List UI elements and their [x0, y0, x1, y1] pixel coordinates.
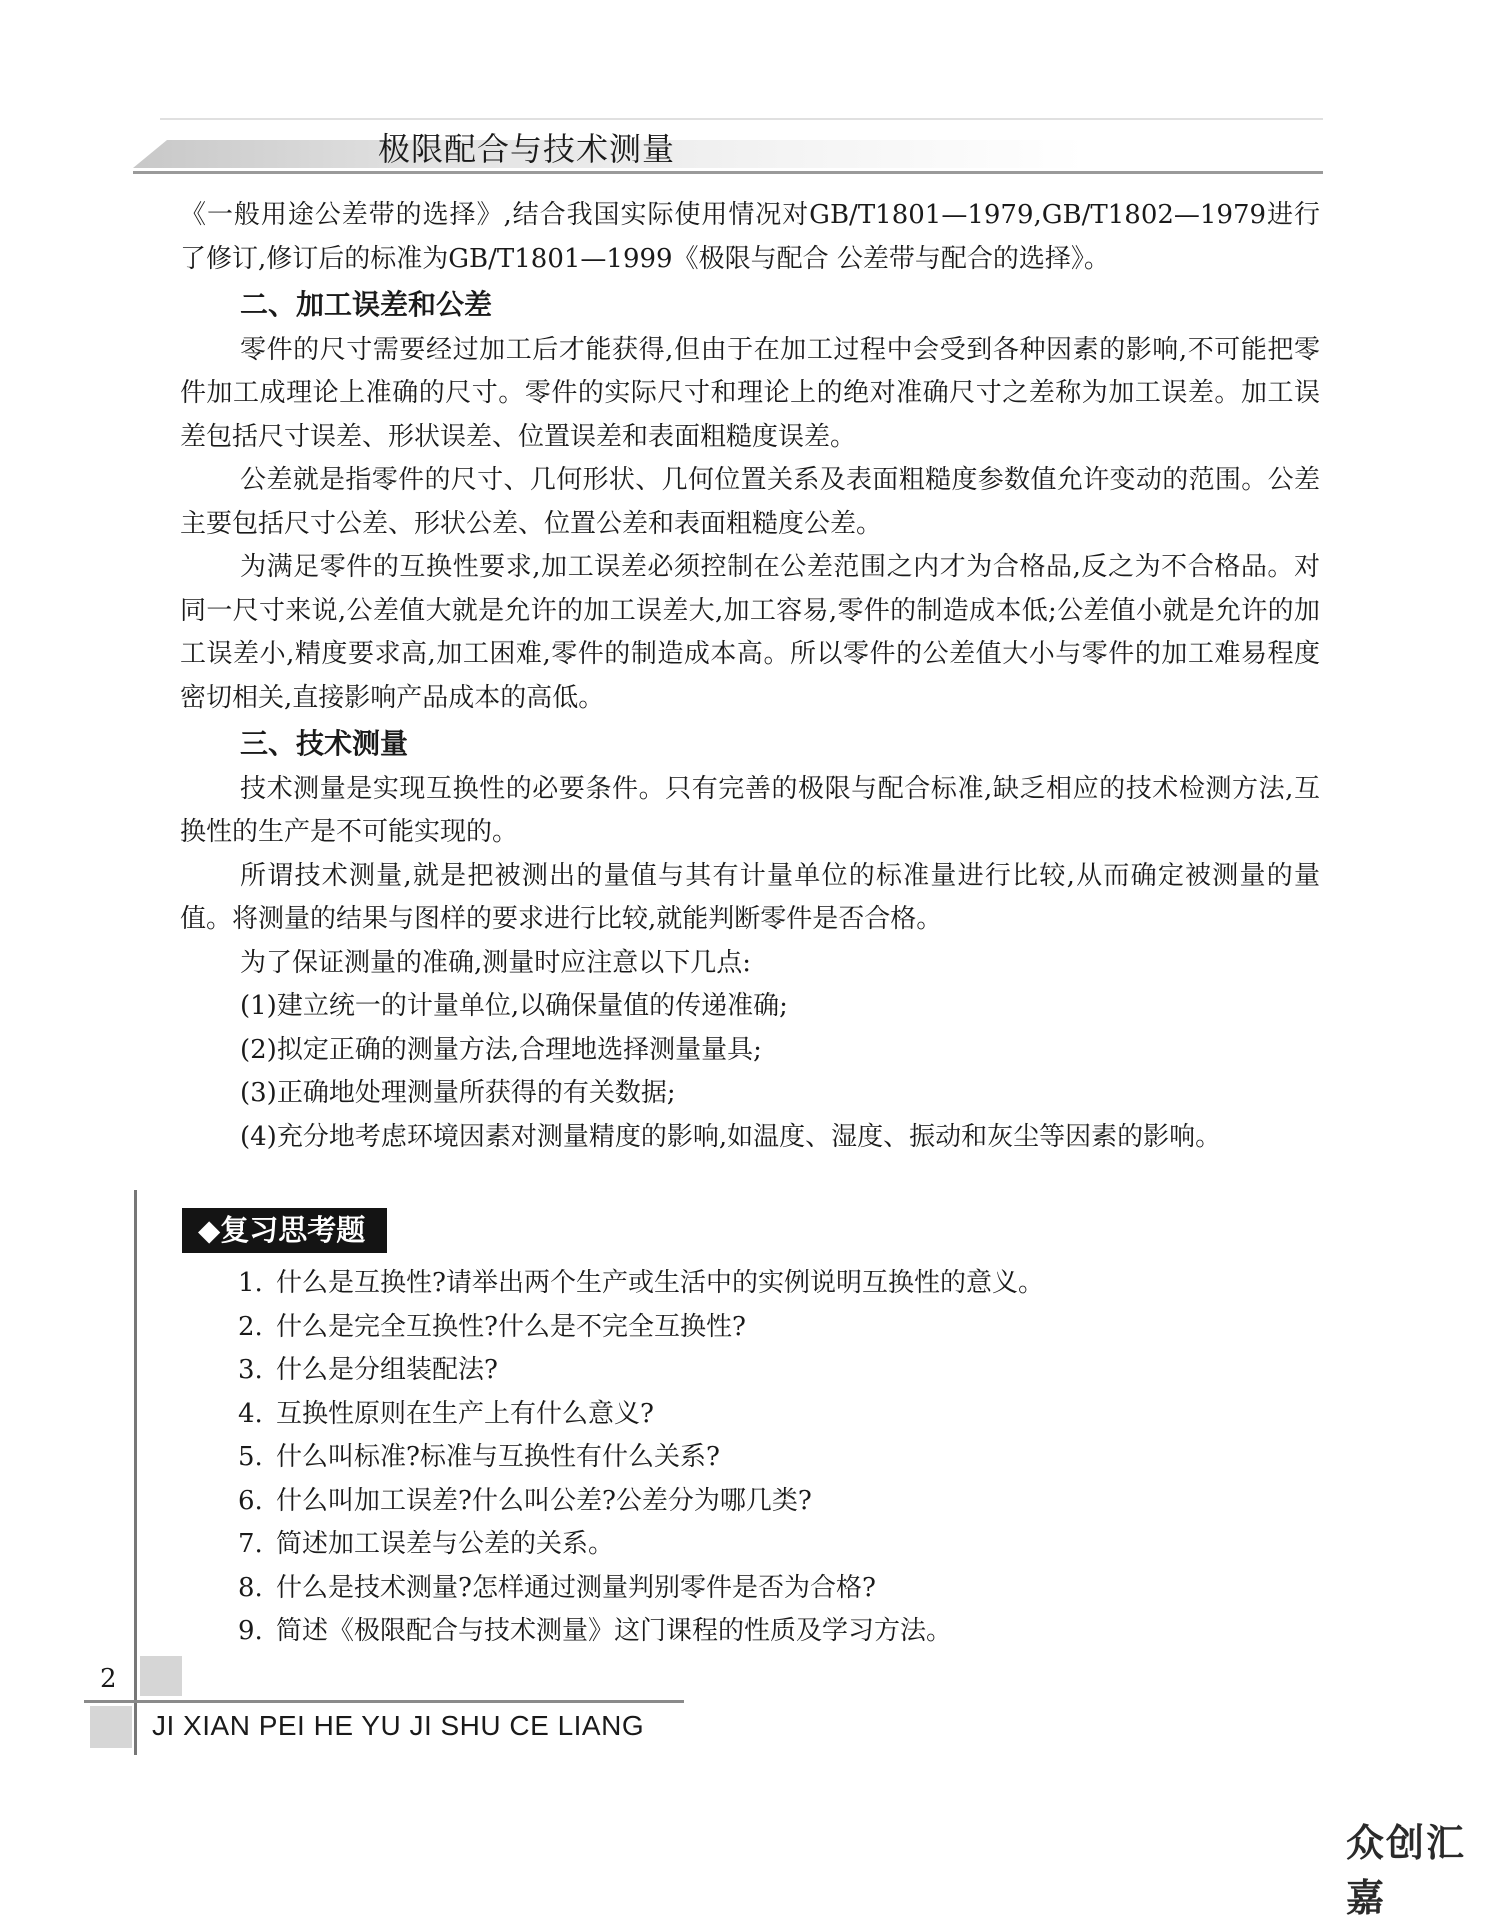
footer-rule: [84, 1700, 684, 1703]
left-margin-rule: [134, 1190, 137, 1755]
question-item: [238, 1262, 1298, 1306]
watermark-logo: 众创汇嘉: [1346, 1821, 1467, 1920]
question-number: 3.: [238, 1355, 263, 1385]
footer-decor-square: [90, 1706, 132, 1748]
question-number: 2.: [238, 1311, 263, 1342]
question-text: 什么是分组装配法?: [276, 1355, 498, 1385]
paragraph: 技术测量是实现互换性的必要条件。只有完善的极限与配合标准,缺乏相应的技术检测方法,互换性的生产是不可能实现的。: [180, 773, 1320, 847]
question-number: 8.: [238, 1572, 263, 1603]
question-item: [238, 1610, 1298, 1654]
question-number: 5.: [238, 1442, 263, 1472]
list-item: (3)正确地处理测量所获得的有关数据;: [240, 1078, 676, 1108]
review-questions-badge: ◆复习思考题: [182, 1208, 387, 1253]
footer-decor-square: [140, 1656, 182, 1696]
list-item: (4)充分地考虑环境因素对测量精度的影响,如温度、湿度、振动和灰尘等因素的影响。: [240, 1121, 1222, 1152]
question-number: 1.: [238, 1268, 263, 1298]
header-top-line: [160, 118, 1323, 120]
question-item: [238, 1393, 1298, 1437]
review-questions-list: [238, 1262, 1298, 1654]
question-item: [238, 1480, 1298, 1524]
section-heading-2: 二、加工误差和公差: [240, 288, 493, 321]
question-number: 9.: [238, 1616, 263, 1646]
running-header-title: 极限配合与技术测量: [378, 130, 676, 168]
paragraph: 为了保证测量的准确,测量时应注意以下几点:: [240, 947, 752, 978]
question-item: [238, 1306, 1298, 1350]
question-item: [238, 1567, 1298, 1611]
question-item: [238, 1523, 1298, 1567]
paragraph: 公差就是指零件的尺寸、几何形状、几何位置关系及表面粗糙度参数值允许变动的范围。公差主要包括尺寸公差、形状公差、位置公差和表面粗糙度公差。: [180, 465, 1320, 539]
paragraph: 所谓技术测量,就是把被测出的量值与其有计量单位的标准量进行比较,从而确定被测量的量值。将测量的结果与图样的要求进行比较,就能判断零件是否合格。: [180, 860, 1320, 934]
question-text: 简述《极限配合与技术测量》这门课程的性质及学习方法。: [276, 1616, 953, 1646]
question-text: 简述加工误差与公差的关系。: [276, 1529, 615, 1559]
question-item: [238, 1436, 1298, 1480]
question-text: 什么是完全互换性?什么是不完全互换性?: [276, 1311, 746, 1342]
header-rule: [133, 171, 1323, 174]
paragraph: 零件的尺寸需要经过加工后才能获得,但由于在加工过程中会受到各种因素的影响,不可能把零件加工成理论上准确的尺寸。零件的实际尺寸和理论上的绝对准确尺寸之差称为加工误差。加工误差包括尺寸误差、形状误差、位置误差和表面粗糙度误差。: [180, 334, 1320, 452]
question-text: 互换性原则在生产上有什么意义?: [276, 1398, 654, 1429]
question-text: 什么是互换性?请举出两个生产或生活中的实例说明互换性的意义。: [276, 1268, 1044, 1298]
main-content: [180, 194, 1320, 1159]
section-heading-3: 三、技术测量: [240, 727, 409, 760]
footer-course-pinyin: JI XIAN PEI HE YU JI SHU CE LIANG: [152, 1710, 645, 1741]
paragraph-continuation: 《一般用途公差带的选择》,结合我国实际使用情况对GB/T1801—1979,GB/T1802—1979进行了修订,修订后的标准为GB/T1801—1999《极限与配合 公差带与配合的选择》。: [180, 200, 1320, 274]
page-number: 2: [100, 1664, 117, 1694]
question-text: 什么叫标准?标准与互换性有什么关系?: [276, 1442, 720, 1472]
question-number: 6.: [238, 1485, 263, 1516]
question-number: 7.: [238, 1529, 263, 1559]
paragraph: 为满足零件的互换性要求,加工误差必须控制在公差范围之内才为合格品,反之为不合格品。对同一尺寸来说,公差值大就是允许的加工误差大,加工容易,零件的制造成本低;公差值小就是允许的加工误差小,精度要求高,加工困难,零件的制造成本高。所以零件的公差值大小与零件的加工难易程度密切相关,直接影响产品成本的高低。: [180, 552, 1320, 713]
list-item: (2)拟定正确的测量方法,合理地选择测量量具;: [240, 1034, 762, 1065]
header-gradient: [133, 140, 1323, 168]
question-item: [238, 1349, 1298, 1393]
question-text: 什么是技术测量?怎样通过测量判别零件是否为合格?: [276, 1572, 876, 1603]
question-text: 什么叫加工误差?什么叫公差?公差分为哪几类?: [276, 1485, 812, 1516]
question-number: 4.: [238, 1398, 263, 1429]
list-item: (1)建立统一的计量单位,以确保量值的传递准确;: [240, 991, 788, 1021]
